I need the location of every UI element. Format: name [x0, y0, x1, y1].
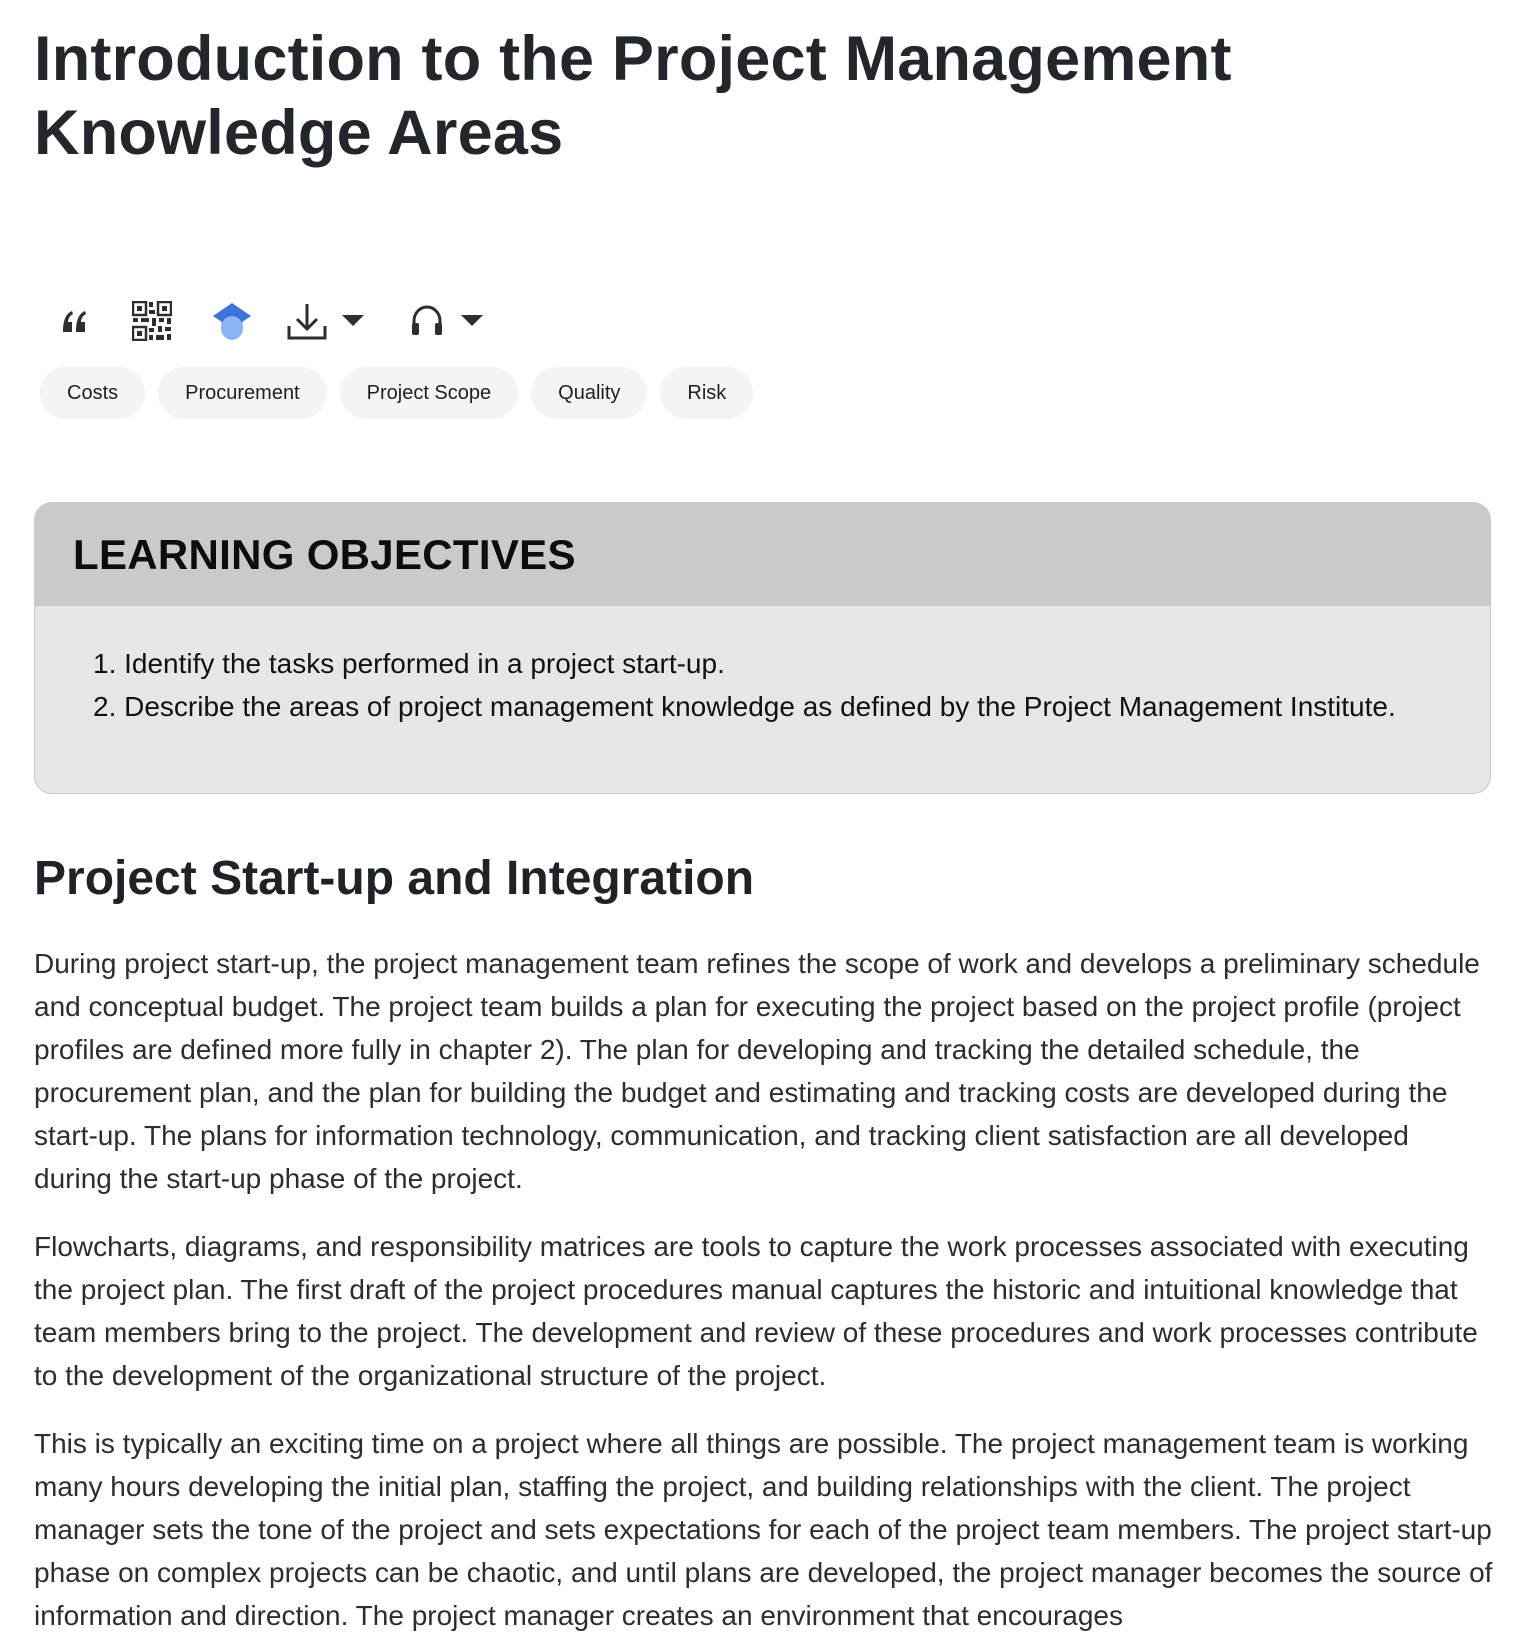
cite-button[interactable]: [50, 297, 98, 345]
tag-procurement[interactable]: Procurement: [158, 367, 327, 419]
quote-icon: [59, 308, 89, 334]
study-guide-button[interactable]: [208, 297, 256, 345]
chevron-down-icon: [461, 315, 483, 327]
tag-list: [40, 367, 766, 419]
tag-quality[interactable]: Quality: [531, 367, 647, 419]
learning-objective-item: 1. Identify the tasks performed in a project start-up.: [93, 648, 725, 679]
paragraph: This is typically an exciting time on a project where all things are possible. The project management team is working many hours developing the initial plan, staffing the project, and building relationships with the client. The project manager sets the tone of the project and sets expectations for each of the project team members. The project start-up phase on complex projects can be chaotic, and until plans are developed, the project manager becomes the source of information and direction. The project manager creates an environment that encourages: [34, 1428, 1493, 1631]
learning-objectives-heading: LEARNING OBJECTIVES: [35, 503, 1490, 606]
section-heading: Project Start-up and Integration: [34, 852, 755, 905]
learning-objective-item: 2. Describe the areas of project management knowledge as defined by the Project Management Institute.: [93, 691, 1396, 722]
paragraph: Flowcharts, diagrams, and responsibility matrices are tools to capture the work processes associated with executing the project plan. The first draft of the project procedures manual captures the historic and intuitional knowledge that team members bring to the project. The development and review of these procedures and work processes contribute to the development of the organizational structure of the project.: [34, 1231, 1478, 1391]
qr-code-button[interactable]: [128, 297, 176, 345]
section-body: [34, 942, 1494, 1636]
tag-project-scope[interactable]: Project Scope: [340, 367, 519, 419]
tag-risk[interactable]: Risk: [660, 367, 753, 419]
download-dropdown[interactable]: [286, 297, 386, 345]
audio-dropdown[interactable]: [410, 297, 510, 345]
page-title: Introduction to the Project Management Knowledge Areas: [34, 24, 1232, 168]
qr-code-icon: [132, 301, 172, 341]
tag-costs[interactable]: Costs: [40, 367, 145, 419]
learning-objectives-list: [35, 606, 1490, 728]
headphones-icon: [410, 304, 444, 338]
paragraph: During project start-up, the project management team refines the scope of work and develops a preliminary schedule and conceptual budget. The project team builds a plan for executing the project based on the project profile (project profiles are defined more fully in chapter 2). The plan for developing and tracking the detailed schedule, the procurement plan, and the plan for building the budget and estimating and tracking costs are developed during the start-up. The plans for information technology, communication, and tracking client satisfaction are all developed during the start-up phase of the project.: [34, 948, 1480, 1194]
chevron-down-icon: [342, 315, 364, 327]
download-icon: [286, 301, 328, 341]
learning-objectives-box: [34, 502, 1491, 794]
graduation-cap-icon: [212, 301, 252, 341]
toolbar: [50, 296, 510, 346]
